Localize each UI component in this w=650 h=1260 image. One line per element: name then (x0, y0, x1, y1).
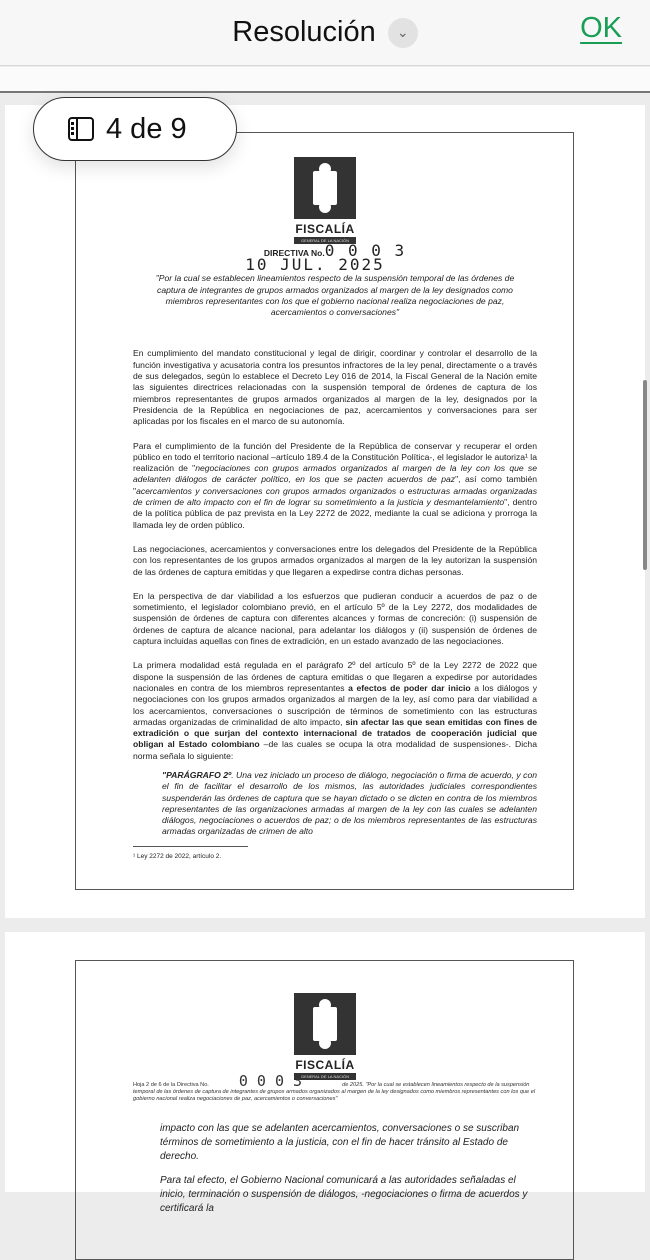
footnote-divider (133, 846, 248, 847)
logo-subtitle: GENERAL DE LA NACIÓN (294, 1073, 356, 1080)
date-stamp: 10 JUL. 2025 (245, 255, 385, 275)
paragraph: Para el cumplimiento de la función del Presidente de la República de conservar y recuperar el orden público en todo el territorio nacional –artículo 189.4 de la Constitución Política-, el legislador le autoriza¹ la realización de "negociaciones con grupos armados organizados al margen de la ley con los que se adelanten diálogos de carácter político, en los que se pacten acuerdos de paz", así como también "acercamientos y conversaciones con grupos armados organizados o estructuras armadas organizadas de crimen de alto impacto con el fin de lograr su sometimiento a la justicia y desmantelamiento", dentro de la política pública de paz prevista en la Ley 2272 de 2022, mediante la cual se adiciona y prorroga la llamada ley de orden público. (133, 440, 537, 530)
paragraph: Para tal efecto, el Gobierno Nacional comunicará a las autoridades señaladas el inicio, terminación o suspensión de diálogos, -negociaciones o firma de acuerdos y certificará la (160, 1175, 528, 1214)
scrollbar[interactable] (643, 380, 647, 570)
sidebar-icon (68, 117, 94, 141)
paragraph: En la perspectiva de dar viabilidad a los esfuerzos que pudieran conducir a acuerdos de paz o de sometimiento, el legislador colombiano previó, en el artículo 5º de la Ley 2272, dos modalidades de suspensión de órdenes de captura con diferentes alcances y formas de concreción: (i) suspensión de órdenes de captura de alcance nacional, para adelantar los diálogos y (ii) suspensión de órdenes de captura incluidas aquellas con fines de extradición, en un estado avanzado de las negociaciones. (133, 590, 537, 647)
page-header: Hoja 2 de 6 de la Directiva No. 0 0 0 3 de 2025. "Por la cual se establecen lineamientos respecto de la suspensión temporal de las órdenes de captura de integrantes de grupos armados organizados al margen de la ley designados como miembros representantes con los que el gobierno nacional realiza negociaciones de paz, acercamientos o conversaciones" (133, 1072, 536, 1103)
pdf-page (5, 105, 645, 918)
previous-page-edge (0, 67, 650, 93)
directiva-number: DIRECTIVA No.0 0 0 3 (263, 241, 407, 260)
paragraph: impacto con las que se adelanten acercamientos, conversaciones o se suscriban términos de sometimiento a la justicia, con el fin de hacer tránsito al Estado de derecho. (160, 1123, 520, 1162)
paragraph: En cumplimiento del mandato constitucional y legal de dirigir, coordinar y controlar el desarrollo de la función investigativa y acusatoria contra los presuntos infractores de la ley penal, directamente o a través de sus delegados, según lo establece el Decreto Ley 016 de 2014, la Fiscal General de la Nación emite las siguientes directrices relacionadas con la suspensión temporal de órdenes de captura de los miembros representantes de grupos armados organizados al margen de la ley, designados por la Presidencia de la República en negociaciones de paz, acercamientos y conversaciones para ser aplicadas por los fiscales en el marco de su autonomía. (133, 348, 537, 427)
quote: "PARÁGRAFO 2º. Una vez iniciado un proceso de diálogo, negociación o firma de acuerdo, y con el fin de facilitar el desarrollo de los mismos, las autoridades judiciales correspondientes suspenderán las órdenes de captura que se hayan dictado o se dicten en contra de los miembros representantes de las organizaciones armadas al margen de la ley con las cuales se adelanten diálogos, negociaciones o acuerdos de paz; o de los miembros representantes de las estructuras armadas organizadas de crimen de alto (162, 769, 537, 837)
document-text (160, 1122, 538, 1226)
pdf-page (5, 932, 645, 1214)
logo-name: FISCALÍA (295, 222, 355, 236)
document-text (133, 241, 537, 862)
fiscalia-logo (294, 157, 356, 244)
chevron-down-icon[interactable]: ⌄ (388, 18, 418, 48)
footnote: ¹ Ley 2272 de 2022, artículo 2. (133, 852, 222, 860)
ok-button[interactable]: OK (580, 12, 622, 44)
puzzle-icon (313, 1007, 337, 1041)
directiva-title: "Por la cual se establecen lineamientos respecto de la suspensión temporal de las órdenes de captura de integrantes de grupos armados organizados al margen de la ley designados como miembros representantes con los que el gobierno nacional realiza negociaciones de paz, acercamientos o conversaciones" (155, 273, 515, 318)
document-title: Resolución (232, 16, 376, 48)
page-indicator-label: 4 de 9 (106, 112, 187, 145)
logo-name: FISCALÍA (295, 1058, 355, 1072)
fiscalia-logo (294, 993, 356, 1080)
document-title-menu[interactable] (232, 16, 417, 49)
top-bar (0, 0, 650, 66)
paragraph: Las negociaciones, acercamientos y conversaciones entre los delegados del Presidente de la República con los representantes de los grupos armados organizados al margen de la ley autorizan la suspensión de las órdenes de captura emitidas y que llegaren a expedirse contra dichas personas. (133, 543, 537, 577)
puzzle-icon (313, 171, 337, 205)
logo-subtitle: GENERAL DE LA NACIÓN (294, 237, 356, 244)
page-indicator[interactable] (33, 97, 237, 161)
paragraph: La primera modalidad está regulada en el parágrafo 2º del artículo 5º de la Ley 2272 de 2022 que dispone la suspensión de las órdenes de captura emitidas o que llegaren a expedirse por autoridades nacionales en contra de los miembros representantes a efectos de poder dar inicio a los diálogos y negociaciones con los grupos armados organizados al margen de la ley, así como para dar viabilidad a los acercamientos, conversaciones o suscripción de términos de sometimiento con las estructuras armadas organizadas de criminalidad de alto impacto, sin afectar las que sean emitidas con fines de extradición o que surjan del contexto internacional de tratados de cooperación judicial que obligan al Estado colombiano –de las cuales se ocupa la otra modalidad de suspensiones-. Dicha norma señala lo siguiente: (133, 660, 537, 761)
